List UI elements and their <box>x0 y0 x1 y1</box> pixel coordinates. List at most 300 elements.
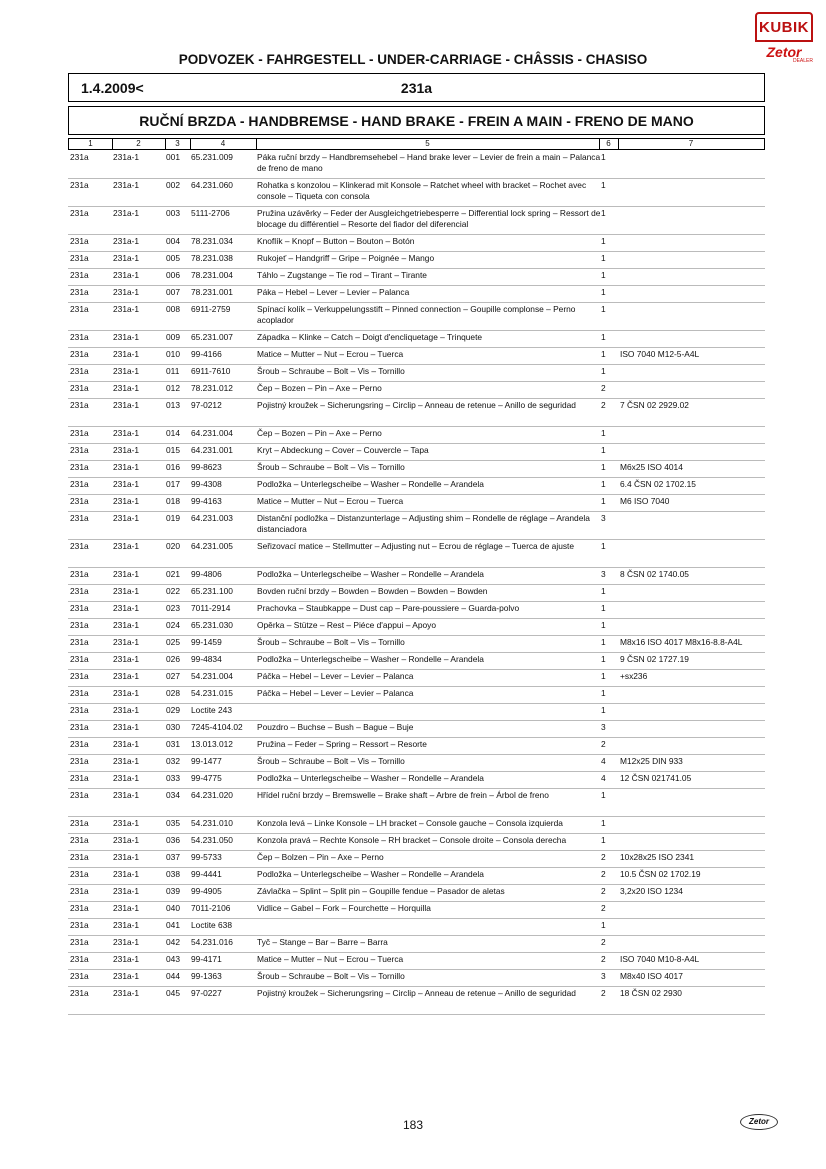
position-cell: 013 <box>166 400 180 410</box>
quantity-cell: 1 <box>601 818 606 828</box>
figure-cell: 231a-1 <box>113 152 140 162</box>
position-cell: 045 <box>166 988 180 998</box>
description-cell: Čep – Bolzen – Pin – Axe – Perno <box>257 852 384 862</box>
figure-cell: 231a-1 <box>113 287 140 297</box>
quantity-cell: 1 <box>601 428 606 438</box>
table-row <box>68 636 765 653</box>
position-cell: 009 <box>166 332 180 342</box>
remark-cell: 9 ČSN 02 1727.19 <box>620 654 689 664</box>
part-number-cell: 6911-7610 <box>191 366 231 376</box>
figure-cell: 231a-1 <box>113 513 140 523</box>
figure-cell: 231a-1 <box>113 818 140 828</box>
figure-cell: 231a-1 <box>113 349 140 359</box>
table-row <box>68 704 765 721</box>
quantity-cell: 4 <box>601 756 606 766</box>
position-cell: 029 <box>166 705 180 715</box>
position-cell: 002 <box>166 180 180 190</box>
description-cell: Táhlo – Zugstange – Tie rod – Tirant – Tirante <box>257 270 427 280</box>
table-row <box>68 427 765 444</box>
position-cell: 003 <box>166 208 180 218</box>
remark-cell: 7 ČSN 02 2929.02 <box>620 400 689 410</box>
group-cell: 231a <box>70 445 89 455</box>
date-code-box <box>68 73 765 102</box>
table-row <box>68 207 765 235</box>
figure-cell: 231a-1 <box>113 253 140 263</box>
part-number-cell: 97-0212 <box>191 400 222 410</box>
col-num-4: 4 <box>190 139 257 149</box>
figure-cell: 231a-1 <box>113 383 140 393</box>
position-cell: 040 <box>166 903 180 913</box>
part-number-cell: 99-4166 <box>191 349 222 359</box>
position-cell: 001 <box>166 152 180 162</box>
position-cell: 035 <box>166 818 180 828</box>
table-row <box>68 382 765 399</box>
table-row <box>68 817 765 834</box>
description-cell: Páka ruční brzdy – Handbremsehebel – Hand brake lever – Levier de frein a main – Palanca de freno de mano <box>257 152 601 173</box>
part-number-cell: 64.231.020 <box>191 790 233 800</box>
quantity-cell: 1 <box>601 920 606 930</box>
part-number-cell: 99-1363 <box>191 971 222 981</box>
logo-top-text: KUBIK <box>755 12 813 42</box>
position-cell: 023 <box>166 603 180 613</box>
position-cell: 006 <box>166 270 180 280</box>
group-cell: 231a <box>70 869 89 879</box>
part-number-cell: 64.231.001 <box>191 445 233 455</box>
remark-cell: +sx236 <box>620 671 648 681</box>
table-row <box>68 540 765 568</box>
quantity-cell: 1 <box>601 366 606 376</box>
group-code: 231a <box>400 80 433 96</box>
description-cell: Vidlice – Gabel – Fork – Fourchette – Horquilla <box>257 903 431 913</box>
position-cell: 042 <box>166 937 180 947</box>
remark-cell: M8x40 ISO 4017 <box>620 971 683 981</box>
position-cell: 032 <box>166 756 180 766</box>
table-row <box>68 755 765 772</box>
group-cell: 231a <box>70 886 89 896</box>
part-number-cell: 6911-2759 <box>191 304 231 314</box>
part-number-cell: 78.231.034 <box>191 236 233 246</box>
footer-zetor-logo: Zetor <box>740 1114 778 1130</box>
table-row <box>68 602 765 619</box>
group-cell: 231a <box>70 180 89 190</box>
part-number-cell: 54.231.004 <box>191 671 233 681</box>
quantity-cell: 1 <box>601 180 606 190</box>
quantity-cell: 3 <box>601 569 606 579</box>
part-number-cell: 99-4163 <box>191 496 222 506</box>
group-cell: 231a <box>70 287 89 297</box>
quantity-cell: 4 <box>601 773 606 783</box>
table-row <box>68 151 765 179</box>
table-row <box>68 789 765 817</box>
position-cell: 014 <box>166 428 180 438</box>
group-cell: 231a <box>70 790 89 800</box>
group-cell: 231a <box>70 541 89 551</box>
figure-cell: 231a-1 <box>113 688 140 698</box>
part-number-cell: 99-1459 <box>191 637 222 647</box>
column-header <box>68 138 765 150</box>
table-row <box>68 331 765 348</box>
table-row <box>68 303 765 331</box>
position-cell: 028 <box>166 688 180 698</box>
position-cell: 012 <box>166 383 180 393</box>
table-row <box>68 461 765 478</box>
part-number-cell: 64.231.003 <box>191 513 233 523</box>
description-cell: Závlačka – Splint – Split pin – Goupille fendue – Pasador de aletas <box>257 886 505 896</box>
table-row <box>68 653 765 670</box>
description-cell: Opěrka – Stütze – Rest – Piéce d'appui – Apoyo <box>257 620 436 630</box>
part-number-cell: 99-5733 <box>191 852 222 862</box>
quantity-cell: 1 <box>601 620 606 630</box>
table-row <box>68 987 765 1015</box>
group-cell: 231a <box>70 400 89 410</box>
table-row <box>68 970 765 987</box>
group-cell: 231a <box>70 496 89 506</box>
position-cell: 038 <box>166 869 180 879</box>
description-cell: Podložka – Unterlegscheibe – Washer – Rondelle – Arandela <box>257 654 484 664</box>
description-cell: Podložka – Unterlegscheibe – Washer – Rondelle – Arandela <box>257 569 484 579</box>
quantity-cell: 1 <box>601 462 606 472</box>
position-cell: 033 <box>166 773 180 783</box>
quantity-cell: 1 <box>601 688 606 698</box>
part-number-cell: 99-4441 <box>191 869 222 879</box>
table-row <box>68 585 765 602</box>
position-cell: 044 <box>166 971 180 981</box>
quantity-cell: 1 <box>601 654 606 664</box>
logo-bottom-text: Zetor <box>766 44 802 60</box>
figure-cell: 231a-1 <box>113 869 140 879</box>
position-cell: 021 <box>166 569 180 579</box>
quantity-cell: 2 <box>601 937 606 947</box>
figure-cell: 231a-1 <box>113 400 140 410</box>
group-cell: 231a <box>70 688 89 698</box>
position-cell: 016 <box>166 462 180 472</box>
table-row <box>68 348 765 365</box>
group-cell: 231a <box>70 818 89 828</box>
group-cell: 231a <box>70 835 89 845</box>
figure-cell: 231a-1 <box>113 236 140 246</box>
part-number-cell: 54.231.015 <box>191 688 233 698</box>
figure-cell: 231a-1 <box>113 773 140 783</box>
quantity-cell: 1 <box>601 790 606 800</box>
table-row <box>68 721 765 738</box>
quantity-cell: 2 <box>601 886 606 896</box>
part-number-cell: Loctite 638 <box>191 920 232 930</box>
remark-cell: ISO 7040 M12-5-A4L <box>620 349 700 359</box>
col-num-1: 1 <box>69 139 113 149</box>
part-number-cell: 65.231.007 <box>191 332 233 342</box>
remark-cell: M6x25 ISO 4014 <box>620 462 683 472</box>
figure-cell: 231a-1 <box>113 332 140 342</box>
group-cell: 231a <box>70 152 89 162</box>
figure-cell: 231a-1 <box>113 586 140 596</box>
table-row <box>68 885 765 902</box>
description-cell: Konzola pravá – Rechte Konsole – RH bracket – Console droite – Consola derecha <box>257 835 567 845</box>
figure-cell: 231a-1 <box>113 739 140 749</box>
remark-cell: M8x16 ISO 4017 M8x16-8.8-A4L <box>620 637 743 647</box>
position-cell: 041 <box>166 920 180 930</box>
figure-cell: 231a-1 <box>113 756 140 766</box>
group-cell: 231a <box>70 903 89 913</box>
figure-cell: 231a-1 <box>113 920 140 930</box>
table-row <box>68 919 765 936</box>
group-cell: 231a <box>70 756 89 766</box>
position-cell: 039 <box>166 886 180 896</box>
table-row <box>68 179 765 207</box>
position-cell: 025 <box>166 637 180 647</box>
figure-cell: 231a-1 <box>113 445 140 455</box>
figure-cell: 231a-1 <box>113 790 140 800</box>
quantity-cell: 1 <box>601 541 606 551</box>
group-cell: 231a <box>70 603 89 613</box>
description-cell: Hřídel ruční brzdy – Bremswelle – Brake shaft – Arbre de frein – Árbol de freno <box>257 790 549 800</box>
position-cell: 037 <box>166 852 180 862</box>
quantity-cell: 2 <box>601 383 606 393</box>
table-row <box>68 269 765 286</box>
quantity-cell: 1 <box>601 671 606 681</box>
group-cell: 231a <box>70 722 89 732</box>
figure-cell: 231a-1 <box>113 479 140 489</box>
quantity-cell: 2 <box>601 869 606 879</box>
group-cell: 231a <box>70 383 89 393</box>
position-cell: 005 <box>166 253 180 263</box>
remark-cell: ISO 7040 M10-8-A4L <box>620 954 700 964</box>
remark-cell: 6.4 ČSN 02 1702.15 <box>620 479 696 489</box>
description-cell: Tyč – Stange – Bar – Barre – Barra <box>257 937 388 947</box>
table-row <box>68 902 765 919</box>
col-num-7: 7 <box>688 139 694 148</box>
figure-cell: 231a-1 <box>113 304 140 314</box>
position-cell: 031 <box>166 739 180 749</box>
table-row <box>68 936 765 953</box>
description-cell: Seřizovací matice – Stellmutter – Adjusting nut – Ecrou de réglage – Tuerca de ajuste <box>257 541 575 551</box>
col-num-3: 3 <box>165 139 191 149</box>
figure-cell: 231a-1 <box>113 903 140 913</box>
group-cell: 231a <box>70 739 89 749</box>
position-cell: 011 <box>166 366 180 376</box>
description-cell: Páčka – Hebel – Lever – Levier – Palanca <box>257 671 414 681</box>
part-number-cell: 99-4308 <box>191 479 222 489</box>
part-number-cell: 7245-4104.02 <box>191 722 243 732</box>
part-number-cell: 7011-2106 <box>191 903 231 913</box>
quantity-cell: 1 <box>601 496 606 506</box>
part-number-cell: 78.231.001 <box>191 287 233 297</box>
position-cell: 036 <box>166 835 180 845</box>
group-cell: 231a <box>70 304 89 314</box>
description-cell: Podložka – Unterlegscheibe – Washer – Rondelle – Arandela <box>257 869 484 879</box>
section-title: RUČNÍ BRZDA - HANDBREMSE - HAND BRAKE - FREIN A MAIN - FRENO DE MANO <box>68 106 765 135</box>
quantity-cell: 1 <box>601 835 606 845</box>
quantity-cell: 1 <box>601 287 606 297</box>
table-row <box>68 851 765 868</box>
position-cell: 026 <box>166 654 180 664</box>
part-number-cell: 78.231.004 <box>191 270 233 280</box>
figure-cell: 231a-1 <box>113 208 140 218</box>
part-number-cell: 99-4171 <box>191 954 222 964</box>
part-number-cell: 78.231.038 <box>191 253 233 263</box>
group-cell: 231a <box>70 366 89 376</box>
description-cell: Podložka – Unterlegscheibe – Washer – Rondelle – Arandela <box>257 479 484 489</box>
group-cell: 231a <box>70 462 89 472</box>
figure-cell: 231a-1 <box>113 462 140 472</box>
table-row <box>68 235 765 252</box>
figure-cell: 231a-1 <box>113 954 140 964</box>
part-number-cell: 5111-2706 <box>191 208 230 218</box>
quantity-cell: 2 <box>601 954 606 964</box>
description-cell: Matice – Mutter – Nut – Ecrou – Tuerca <box>257 349 404 359</box>
part-number-cell: 99-4834 <box>191 654 222 664</box>
group-cell: 231a <box>70 349 89 359</box>
group-cell: 231a <box>70 208 89 218</box>
quantity-cell: 1 <box>601 208 606 218</box>
figure-cell: 231a-1 <box>113 654 140 664</box>
description-cell: Západka – Klinke – Catch – Doigt d'encliquetage – Trinquete <box>257 332 483 342</box>
part-number-cell: 13.013.012 <box>191 739 233 749</box>
table-row <box>68 399 765 427</box>
table-row <box>68 568 765 585</box>
remark-cell: M12x25 DIN 933 <box>620 756 683 766</box>
description-cell: Spínací kolík – Verkuppelungsstift – Pinned connection – Goupille complonse – Perno acoplador <box>257 304 576 325</box>
quantity-cell: 1 <box>601 603 606 613</box>
part-number-cell: 54.231.016 <box>191 937 233 947</box>
group-cell: 231a <box>70 988 89 998</box>
part-number-cell: 7011-2914 <box>191 603 231 613</box>
description-cell: Páka – Hebel – Lever – Levier – Palanca <box>257 287 410 297</box>
group-cell: 231a <box>70 954 89 964</box>
description-cell: Pojistný kroužek – Sicherungsring – Circlip – Anneau de retenue – Anillo de seguridad <box>257 400 576 410</box>
group-cell: 231a <box>70 971 89 981</box>
table-row <box>68 512 765 540</box>
remark-cell: 12 ČSN 021741.05 <box>620 773 692 783</box>
part-number-cell: 99-4806 <box>191 569 222 579</box>
group-cell: 231a <box>70 513 89 523</box>
col-num-6: 6 <box>599 139 619 149</box>
quantity-cell: 1 <box>601 304 606 314</box>
description-cell: Šroub – Schraube – Bolt – Vis – Tornillo <box>257 366 405 376</box>
quantity-cell: 1 <box>601 445 606 455</box>
description-cell: Šroub – Schraube – Bolt – Vis – Tornillo <box>257 462 405 472</box>
table-row <box>68 365 765 382</box>
group-cell: 231a <box>70 253 89 263</box>
quantity-cell: 1 <box>601 586 606 596</box>
description-cell: Prachovka – Staubkappe – Dust cap – Pare-poussiere – Guarda-polvo <box>257 603 520 613</box>
description-cell: Pouzdro – Buchse – Bush – Bague – Buje <box>257 722 414 732</box>
description-cell: Rukojeť – Handgriff – Gripe – Poignée – Mango <box>257 253 435 263</box>
part-number-cell: 64.231.005 <box>191 541 233 551</box>
position-cell: 027 <box>166 671 180 681</box>
position-cell: 034 <box>166 790 180 800</box>
group-cell: 231a <box>70 569 89 579</box>
group-cell: 231a <box>70 773 89 783</box>
description-cell: Podložka – Unterlegscheibe – Washer – Rondelle – Arandela <box>257 773 484 783</box>
group-cell: 231a <box>70 586 89 596</box>
table-row <box>68 834 765 851</box>
figure-cell: 231a-1 <box>113 988 140 998</box>
description-cell: Konzola levá – Linke Konsole – LH bracket – Console gauche – Consola izquierda <box>257 818 563 828</box>
figure-cell: 231a-1 <box>113 366 140 376</box>
quantity-cell: 1 <box>601 253 606 263</box>
figure-cell: 231a-1 <box>113 722 140 732</box>
quantity-cell: 1 <box>601 236 606 246</box>
table-row <box>68 495 765 512</box>
position-cell: 022 <box>166 586 180 596</box>
part-number-cell: 54.231.010 <box>191 818 233 828</box>
description-cell: Pojistný kroužek – Sicherungsring – Circlip – Anneau de retenue – Anillo de seguridad <box>257 988 576 998</box>
figure-cell: 231a-1 <box>113 886 140 896</box>
position-cell: 015 <box>166 445 180 455</box>
position-cell: 043 <box>166 954 180 964</box>
position-cell: 020 <box>166 541 180 551</box>
group-cell: 231a <box>70 637 89 647</box>
position-cell: 030 <box>166 722 180 732</box>
description-cell: Šroub – Schraube – Bolt – Vis – Tornillo <box>257 637 405 647</box>
table-row <box>68 670 765 687</box>
table-row <box>68 286 765 303</box>
group-cell: 231a <box>70 236 89 246</box>
position-cell: 004 <box>166 236 180 246</box>
group-cell: 231a <box>70 937 89 947</box>
quantity-cell: 1 <box>601 332 606 342</box>
description-cell: Knoflík – Knopf – Button – Bouton – Botón <box>257 236 415 246</box>
figure-cell: 231a-1 <box>113 428 140 438</box>
table-row <box>68 738 765 755</box>
table-row <box>68 868 765 885</box>
col-num-5: 5 <box>256 139 600 149</box>
group-cell: 231a <box>70 332 89 342</box>
figure-cell: 231a-1 <box>113 971 140 981</box>
part-number-cell: 78.231.012 <box>191 383 233 393</box>
description-cell: Čep – Bozen – Pin – Axe – Perno <box>257 428 382 438</box>
group-cell: 231a <box>70 270 89 280</box>
description-cell: Distanční podložka – Distanzunterlage – Adjusting shim – Rondelle de réglage – Arandela distanciadora <box>257 513 590 534</box>
col-num-2: 2 <box>112 139 166 149</box>
validity-date: 1.4.2009< <box>81 80 144 96</box>
quantity-cell: 2 <box>601 852 606 862</box>
group-cell: 231a <box>70 671 89 681</box>
quantity-cell: 1 <box>601 705 606 715</box>
position-cell: 008 <box>166 304 180 314</box>
description-cell: Bovden ruční brzdy – Bowden – Bowden – Bowden – Bowden <box>257 586 488 596</box>
group-cell: 231a <box>70 705 89 715</box>
figure-cell: 231a-1 <box>113 569 140 579</box>
part-number-cell: 54.231.050 <box>191 835 233 845</box>
position-cell: 024 <box>166 620 180 630</box>
description-cell: Matice – Mutter – Nut – Ecrou – Tuerca <box>257 496 404 506</box>
figure-cell: 231a-1 <box>113 637 140 647</box>
description-cell: Šroub – Schraube – Bolt – Vis – Tornillo <box>257 756 405 766</box>
position-cell: 019 <box>166 513 180 523</box>
figure-cell: 231a-1 <box>113 620 140 630</box>
position-cell: 007 <box>166 287 180 297</box>
part-number-cell: 97-0227 <box>191 988 222 998</box>
figure-cell: 231a-1 <box>113 937 140 947</box>
description-cell: Čep – Bozen – Pin – Axe – Perno <box>257 383 382 393</box>
group-cell: 231a <box>70 620 89 630</box>
group-cell: 231a <box>70 654 89 664</box>
description-cell: Matice – Mutter – Nut – Ecrou – Tuerca <box>257 954 404 964</box>
remark-cell: 3,2x20 ISO 1234 <box>620 886 683 896</box>
figure-cell: 231a-1 <box>113 852 140 862</box>
table-row <box>68 619 765 636</box>
figure-cell: 231a-1 <box>113 835 140 845</box>
figure-cell: 231a-1 <box>113 541 140 551</box>
quantity-cell: 2 <box>601 988 606 998</box>
page-title: PODVOZEK - FAHRGESTELL - UNDER-CARRIAGE - CHÂSSIS - CHASISO <box>178 52 648 67</box>
figure-cell: 231a-1 <box>113 270 140 280</box>
figure-cell: 231a-1 <box>113 671 140 681</box>
part-number-cell: 99-4775 <box>191 773 222 783</box>
description-cell: Pružina – Feder – Spring – Ressort – Resorte <box>257 739 427 749</box>
table-row <box>68 252 765 269</box>
